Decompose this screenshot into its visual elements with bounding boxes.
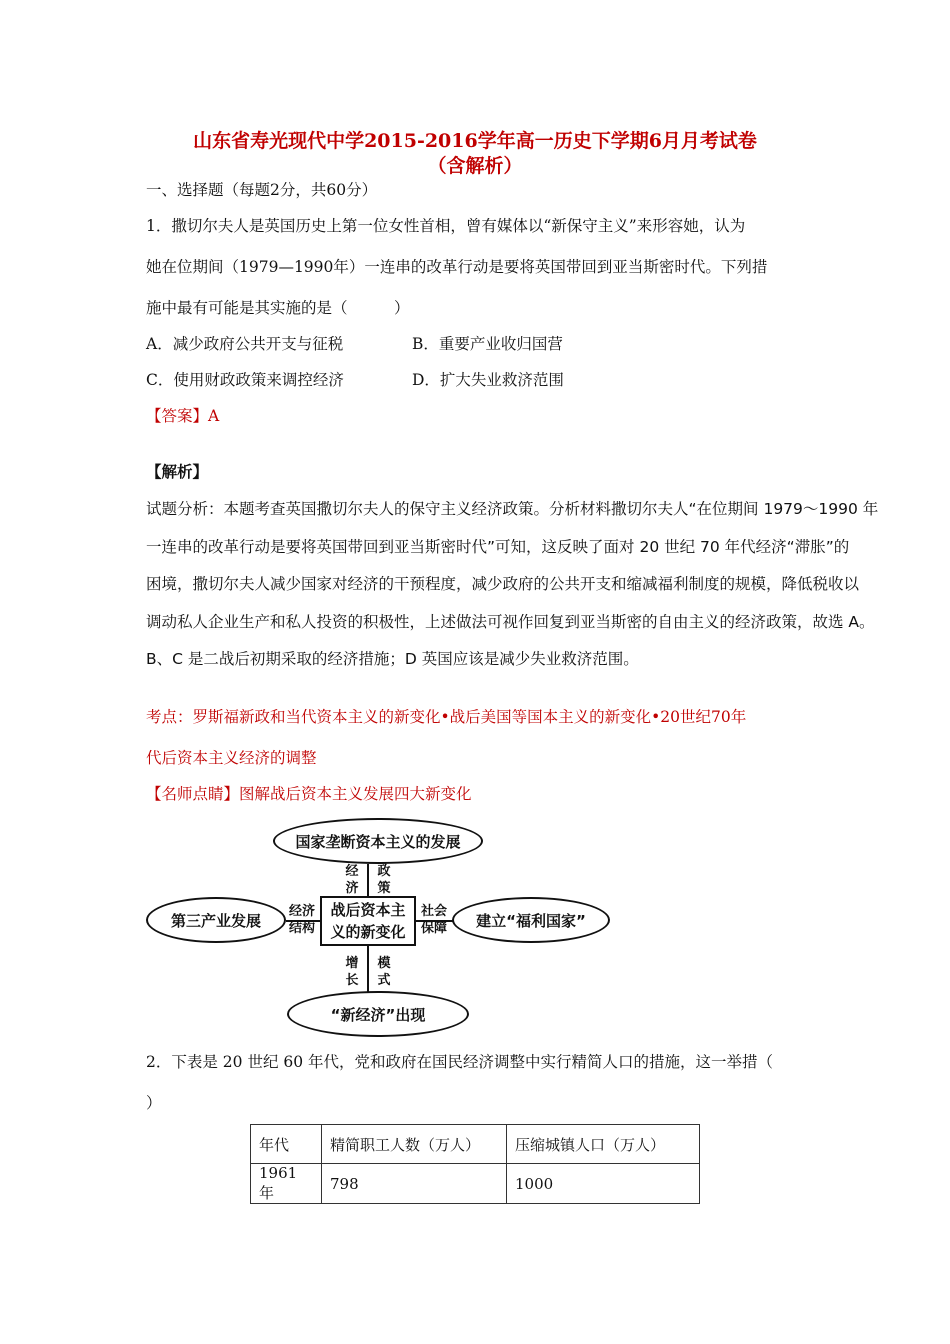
diagram-node-top (273, 818, 483, 864)
diagram-node-left (146, 897, 286, 943)
diagram-center-line2: 义的新变化 (330, 923, 406, 941)
q1-stem-line2: 她在位期间（1979—1990年）一连串的改革行动是要将英国带回到亚当斯密时代。下列措 (146, 258, 768, 276)
diagram-node-right-label: 建立“福利国家” (476, 911, 586, 930)
section-heading: 一、选择题（每题2分，共60分） (146, 181, 378, 199)
q1-analysis-line: 试题分析：本题考查英国撒切尔夫人的保守主义经济政策。分析材料撒切尔夫人“在位期间 1979～1990 年 (146, 500, 879, 518)
table-header-row (251, 1125, 700, 1164)
q1-stem-line1: 1．撒切尔夫人是英国历史上第一位女性首相，曾有媒体以“新保守主义”来形容她，认为 (146, 217, 746, 235)
q1-analysis-line: B、C 是二战后初期采取的经济措施；D 英国应该是减少失业救济范围。 (146, 650, 639, 668)
diagram-node-bottom (287, 991, 469, 1037)
diagram-label-growth: 增 长 (345, 956, 359, 988)
diagram-label-social-security: 社会 保障 (420, 904, 447, 936)
q1-analysis-line: 困境，撒切尔夫人减少国家对经济的干预程度，减少政府的公共开支和缩减福利制度的规模，降低税收以 (146, 575, 860, 593)
diagram-connector-top (367, 864, 369, 896)
diagram-label-mode: 模 式 (377, 956, 391, 988)
diagram-label-economic-structure: 经济 结构 (288, 904, 315, 936)
q1-analysis-line: 一连串的改革行动是要将英国带回到亚当斯密时代”可知，这反映了面对 20 世纪 70 年代经济“滞胀”的 (146, 538, 850, 556)
diagram-node-right (452, 897, 610, 943)
q1-option-b: B．重要产业收归国营 (412, 335, 563, 353)
diagram-center-line1: 战后资本主 (330, 901, 406, 919)
q1-option-d: D．扩大失业救济范围 (412, 371, 564, 389)
table-row (251, 1164, 700, 1204)
q1-kaodian-line2: 代后资本主义经济的调整 (146, 749, 317, 767)
table-header-cell: 压缩城镇人口（万人） (507, 1125, 700, 1164)
table-cell: 1961 年 (251, 1164, 322, 1204)
q2-stem-line2: ） (146, 1094, 162, 1112)
table-header-cell: 精简职工人数（万人） (322, 1125, 507, 1164)
q2-stem-line1: 2．下表是 20 世纪 60 年代，党和政府在国民经济调整中实行精简人口的措施，这一举措（ (146, 1053, 774, 1071)
q1-analysis-heading: 【解析】 (146, 463, 209, 481)
q1-stem-line3: 施中最有可能是其实施的是（ ） (146, 299, 410, 317)
table-cell: 798 (322, 1164, 507, 1204)
doc-title: 山东省寿光现代中学2015-2016学年高一历史下学期6月月考试卷 (193, 130, 757, 152)
q1-kaodian-line1: 考点：罗斯福新政和当代资本主义的新变化•战后美国等国本主义的新变化•20世纪70年 (146, 708, 747, 726)
q1-analysis-line: 调动私人企业生产和私人投资的积极性，上述做法可视作回复到亚当斯密的自由主义的经济政策，故选 A。 (146, 613, 875, 631)
q1-answer: 【答案】A (146, 407, 220, 425)
q1-option-a: A．减少政府公共开支与征税 (146, 335, 344, 353)
diagram-connector-bottom (367, 946, 369, 992)
diagram-node-top-label: 国家垄断资本主义的发展 (295, 832, 461, 851)
doc-title-sub: （含解析） (427, 155, 523, 177)
diagram-node-bottom-label: “新经济”出现 (330, 1005, 426, 1024)
diagram-node-left-label: 第三产业发展 (170, 911, 261, 930)
diagram-center-box (320, 896, 416, 946)
q1-option-c: C．使用财政政策来调控经济 (146, 371, 344, 389)
diagram-label-policy: 政 策 (377, 864, 391, 896)
table-cell: 1000 (507, 1164, 700, 1204)
diagram-label-economy: 经 济 (345, 864, 359, 896)
table-header-cell: 年代 (251, 1125, 322, 1164)
q1-mingshi: 【名师点睛】图解战后资本主义发展四大新变化 (146, 785, 472, 803)
q2-table (250, 1124, 700, 1204)
